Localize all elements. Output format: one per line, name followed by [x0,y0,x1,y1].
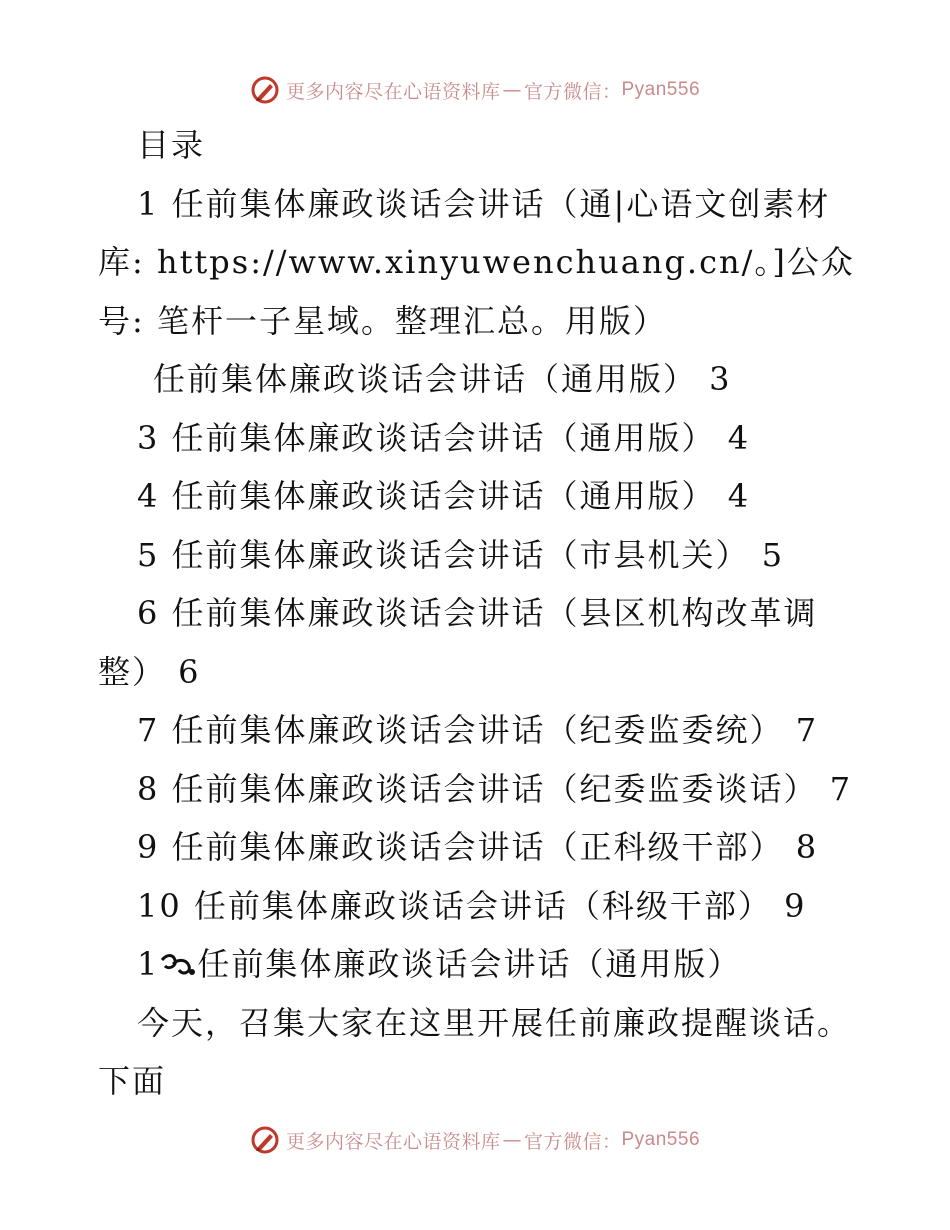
document-body [0,116,950,1111]
body-line-1: 今天，召集大家在这里开展任前廉政提醒谈话。 [137,1003,852,1042]
header-banner [0,70,950,110]
toc-item-9: 9 任前集体廉政谈话会讲话（正科级干部） 8 [137,828,819,866]
banner-middle: 官方微信： [523,80,622,103]
toc-item-6-line-2: 整） 6 [98,652,201,691]
pen-logo-icon [250,1125,280,1155]
banner-dash: — [502,79,522,101]
pen-logo-icon [250,75,280,105]
toc-item-2: 任前集体廉政谈话会讲话（通用版） 3 [153,360,732,398]
footer-banner [0,1120,950,1160]
section-title: 任前集体廉政谈话会讲话（通用版） [197,945,742,983]
toc-item-1-line-2: 库: https://www.xinyuwenchuang.cn/。]公众 [98,243,855,281]
body-line-2: 下面 [98,1062,167,1100]
toc-item-10: 10 任前集体廉政谈话会讲话（科级干部） 9 [137,886,807,925]
toc-item-5: 5 任前集体廉政谈话会讲话（市县机关） 5 [137,535,785,574]
toc-item-1-line-3: 号: 笔杆一子星域。整理汇总。用版） [98,301,667,340]
banner-account: Pyan556 [621,1129,701,1150]
toc-item-4: 4 任前集体廉政谈话会讲话（通用版） 4 [137,477,751,515]
section-number: 1 [137,945,160,983]
banner-prefix: 更多内容尽在心语资料库 [285,80,501,103]
section-heading [0,935,950,994]
toc-item-8: 8 任前集体廉政谈话会讲话（纪委监委谈话） 7 [137,769,853,808]
banner-middle: 官方微信： [523,1130,622,1153]
banner-prefix: 更多内容尽在心语资料库 [285,1130,501,1153]
toc-item-1-line-1: 1 任前集体廉政谈话会讲话（通|心语文创素材 [137,184,831,223]
banner-dash: — [502,1129,522,1151]
toc-item-7: 7 任前集体廉政谈话会讲话（纪委监委统） 7 [137,711,819,749]
toc-title: 目录 [137,126,206,164]
toc-item-3: 3 任前集体廉政谈话会讲话（通用版） 4 [137,418,751,457]
banner-account: Pyan556 [621,79,701,100]
toc-item-6-line-1: 6 任前集体廉政谈话会讲话（县区机构改革调 [137,594,818,632]
ornament-icon [159,952,197,978]
